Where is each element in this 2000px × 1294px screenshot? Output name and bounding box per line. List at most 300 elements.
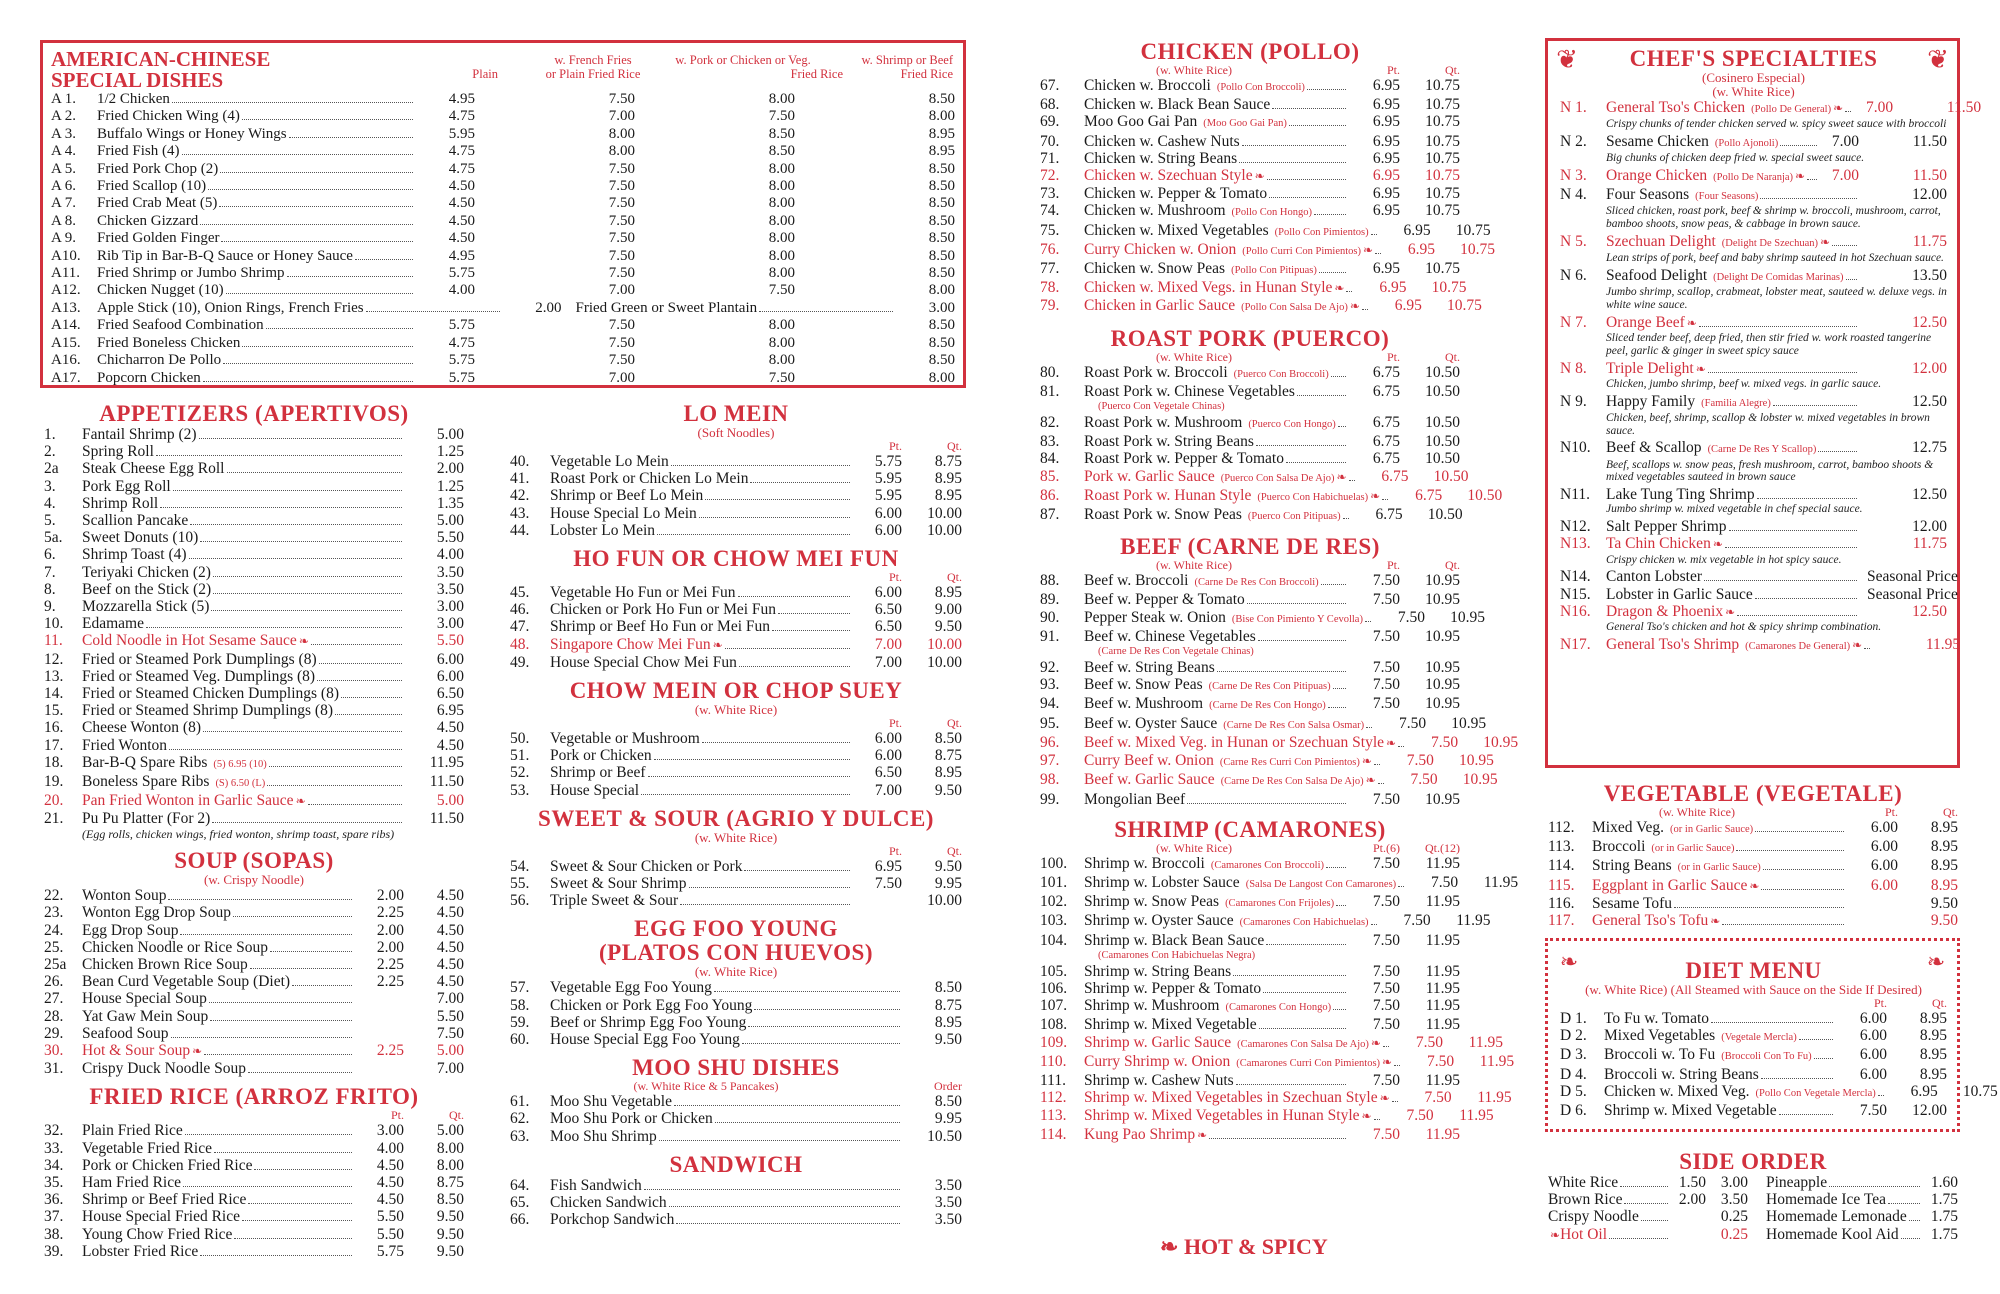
menu-item: [44, 1174, 464, 1191]
menu-item: [51, 178, 955, 195]
item-price-pt: 7.50: [1399, 714, 1427, 732]
item-name: Bar-B-Q Spare Ribs: [82, 753, 208, 771]
item-number: 77.: [1040, 260, 1060, 278]
item-name: Mixed Veg.: [1592, 819, 1665, 836]
leader-dots: [1846, 279, 1857, 280]
item-number: A 9.: [51, 230, 77, 247]
item-number: 47.: [510, 618, 530, 636]
item-number: A 6.: [51, 178, 77, 195]
side-price: 1.75: [1930, 1208, 1958, 1226]
item-number: 14.: [44, 685, 64, 703]
item-price-plain: 4.75: [448, 334, 475, 351]
menu-item: [1040, 1126, 1460, 1144]
item-price-qt: 10.75: [1425, 113, 1460, 131]
item-name: Wonton Egg Drop Soup: [82, 904, 232, 922]
item-price-price: 3.50: [934, 1176, 962, 1194]
item-number: A10.: [51, 247, 81, 264]
item-name: Chicken or Pork Ho Fun or Mei Fun: [550, 601, 777, 619]
chili-pepper-icon: ❧: [1349, 299, 1360, 314]
hofun-column-header: [510, 571, 962, 584]
item-note: (Pollo Con Hongo): [1231, 207, 1313, 219]
leader-dots: [254, 1169, 352, 1170]
item-number: 83.: [1040, 433, 1060, 451]
menu-item: [44, 529, 464, 546]
item-price-price: 8.75: [934, 996, 962, 1014]
item-price-price: 4.50: [436, 719, 464, 737]
american-title-1: AMERICAN-CHINESE: [51, 47, 271, 71]
side-item-name: Hot Oil: [1560, 1225, 1607, 1243]
item-number: 74.: [1040, 202, 1060, 220]
item-price-price: 5.50: [436, 632, 464, 650]
item-price-qt: 8.75: [934, 453, 962, 470]
item-price-qt: 10.75: [1425, 149, 1460, 167]
item-price-pt: 6.00: [874, 730, 902, 748]
item-note: (Carne De Res Y Scallop): [1707, 444, 1817, 456]
item-price-pork: 8.00: [768, 334, 795, 351]
item-price-fries: 7.50: [608, 265, 635, 282]
item-name: Curry Chicken w. Onion: [1084, 240, 1237, 258]
item-number: 42.: [510, 487, 530, 505]
friedrice-column-header: [44, 1109, 464, 1122]
item-number: 25.: [44, 938, 64, 956]
menu-item: [1560, 360, 1947, 378]
hot-spicy-legend: [1160, 1234, 1328, 1260]
item-name: Moo Goo Gai Pan: [1084, 113, 1198, 131]
leader-dots: [248, 1072, 352, 1073]
item-number: 11.: [44, 632, 63, 650]
leader-dots: [292, 985, 352, 986]
item-name: Singapore Chow Mei Fun: [550, 635, 711, 653]
leader-dots: [671, 465, 850, 466]
menu-item: [510, 522, 962, 539]
item-name: Chicken w. Cashew Nuts: [1084, 132, 1240, 150]
leader-dots: [1814, 1058, 1833, 1059]
leader-dots: [1321, 584, 1346, 585]
leader-dots: [173, 490, 402, 491]
leader-dots: [1394, 1065, 1400, 1066]
item-price-qt: 7.00: [436, 990, 464, 1008]
moo-shu-section: [510, 1056, 962, 1145]
menu-item: [51, 230, 955, 247]
menu-item: [1560, 518, 1947, 535]
item-price-pt: 6.95: [1372, 96, 1400, 114]
item-number: 21.: [44, 810, 64, 828]
item-number: 29.: [44, 1024, 64, 1042]
item-price-pt: 7.50: [1372, 931, 1400, 949]
item-price-fries: 7.00: [608, 282, 635, 299]
item-price-pt: 6.00: [1859, 1065, 1887, 1083]
item-price-qt: 11.95: [1425, 1071, 1460, 1089]
item-name: Spring Roll: [82, 443, 154, 461]
item-number: 52.: [510, 764, 530, 782]
item-number: 7.: [44, 563, 56, 581]
ornament-icon: ❧: [1559, 949, 1579, 974]
menu-item: [44, 792, 464, 810]
lomein-qt-header: Qt.: [947, 439, 962, 453]
item-number: 100.: [1040, 854, 1068, 872]
col-shrimp-h1: w. Shrimp or Beef: [861, 53, 953, 67]
leader-dots: [1845, 111, 1851, 112]
item-name: Roast Pork w. Chinese Vegetables: [1084, 382, 1295, 400]
leader-dots: [702, 742, 850, 743]
side-price-2: 0.25: [1720, 1225, 1748, 1243]
item-price-price: 10.50: [927, 1127, 962, 1145]
item-number: 105.: [1040, 962, 1068, 980]
leader-dots: [1236, 1084, 1346, 1085]
item-price-fries: 8.00: [608, 143, 635, 160]
menu-item: [1040, 486, 1503, 506]
item-price-2: 12.75: [1912, 439, 1947, 457]
egg-foo-young-title-2: (PLATOS CON HUEVOS): [599, 940, 873, 966]
item-price-qt: 11.95: [1459, 1107, 1494, 1125]
item-price-2: 12.50: [1912, 313, 1947, 331]
chili-pepper-icon: ❧: [1382, 1054, 1393, 1069]
menu-item: [44, 1025, 464, 1042]
item-note: (Camarones Con Hongo): [1225, 1002, 1332, 1014]
item-price-pt: 7.50: [1406, 752, 1434, 770]
item-name: Fried Scallop (10): [97, 178, 207, 195]
item-number: 111.: [1040, 1071, 1066, 1089]
item-description: Sliced tender beef, deep fried, then stir fried w. work roasted tangerine peel, garlic & ginger in sweet spicy sauce: [1606, 332, 1932, 357]
leader-dots: [1624, 1203, 1668, 1204]
item-name: Pu Pu Platter (For 2): [82, 810, 211, 828]
menu-item: [44, 615, 464, 632]
sweetsour-qt-header: Qt.: [947, 843, 962, 858]
item-price-pt: 6.75: [1381, 467, 1409, 485]
leader-dots: [213, 593, 402, 594]
leader-dots: [1704, 580, 1857, 581]
leader-dots: [725, 648, 850, 649]
menu-item: [1040, 383, 1460, 400]
item-price-price: 3.50: [436, 580, 464, 598]
item-number: 72.: [1040, 167, 1060, 185]
item-description: Sliced chicken, roast pork, beef & shrimp w. broccoli, mushroom, carrot, bamboo shoots, snow peas, & cabbage in brown sauce.: [1606, 205, 1941, 231]
item-price-price: 2.00: [436, 460, 464, 478]
item-name: Lobster Fried Rice: [82, 1242, 199, 1260]
leader-dots: [199, 438, 402, 439]
menu-item: [1560, 314, 1947, 332]
chow-mein-title: CHOW MEIN OR CHOP SUEY: [569, 678, 903, 704]
col-pork-h1: w. Pork or Chicken or Veg.: [675, 53, 811, 67]
shrimp-qt-header: Qt.(12): [1425, 840, 1460, 855]
menu-item: [1040, 752, 1494, 771]
item-name: Fish Sandwich: [550, 1176, 642, 1194]
item-price-qt: 10.75: [1962, 1082, 1998, 1100]
item-number: 5a.: [44, 529, 63, 547]
menu-item: [1040, 150, 1460, 167]
item-name: Pork w. Garlic Sauce: [1084, 467, 1215, 485]
item-price-qt: 4.50: [436, 938, 464, 956]
side-item: [1548, 1191, 1748, 1208]
chili-pepper-icon: ❧: [1379, 1091, 1390, 1106]
item-name: Moo Shu Shrimp: [550, 1127, 657, 1145]
lomein-column-header: [510, 440, 962, 453]
item-note: (Pollo Ajonoli): [1714, 138, 1779, 149]
item-name: Shrimp or Beef Fried Rice: [82, 1191, 247, 1209]
item-price-qt: 9.50: [934, 781, 962, 799]
item-name: Fried Wonton: [82, 736, 168, 754]
item-name: Lake Tung Ting Shrimp: [1606, 486, 1755, 504]
leader-dots: [1346, 291, 1352, 292]
item-price-pork: 8.50: [768, 125, 795, 142]
leader-dots: [689, 887, 851, 888]
menu-item: [1040, 873, 1519, 893]
ornament-icon: ❧: [1926, 949, 1946, 974]
chili-pepper-icon: ❧: [298, 634, 309, 649]
chicken-pt-header: Pt.: [1386, 63, 1400, 77]
item-price-pt: 7.50: [1431, 873, 1459, 891]
leader-dots: [180, 934, 352, 935]
item-number: 90.: [1040, 608, 1060, 626]
item-price-pt: 4.50: [376, 1191, 404, 1209]
item-name: String Beans: [1592, 857, 1672, 875]
item-price-pt: 7.50: [1372, 1071, 1400, 1089]
diet-qt-header: Qt.: [1932, 996, 1947, 1010]
item-price-qt: 11.95: [1425, 1125, 1460, 1143]
menu-item: [1548, 819, 1958, 838]
item-price-plain: 5.75: [448, 369, 475, 386]
leader-dots: [308, 804, 402, 805]
item-name: Shrimp w. Mixed Vegetable: [1084, 1016, 1257, 1034]
item-note: (Pollo Con Vegetale Mercla): [1755, 1087, 1876, 1099]
chili-pepper-icon: ❧: [1197, 1127, 1208, 1142]
menu-item: [510, 1211, 962, 1228]
item-note: (Puerco Con Hongo): [1248, 419, 1336, 431]
item-price-qt: 10.95: [1425, 790, 1460, 808]
chow-mein-section: [510, 679, 962, 799]
item-price-qt: 10.75: [1425, 167, 1460, 185]
item-number: 30.: [44, 1042, 64, 1059]
item-number: 13.: [44, 667, 64, 685]
chowmein-qt-header: Qt.: [947, 716, 962, 731]
item-price-price: 6.00: [436, 650, 464, 668]
diet-title: DIET MENU: [1685, 958, 1822, 983]
item-number: 20.: [44, 792, 64, 810]
item-name: General Tso's Tofu: [1592, 912, 1709, 930]
item-price-pt: 5.50: [376, 1225, 404, 1243]
leader-dots: [185, 1134, 352, 1135]
item-price-shrimp: 8.50: [928, 230, 955, 247]
item-number: 56.: [510, 892, 530, 910]
item-note: (Camarones Con Broccoli): [1210, 859, 1324, 871]
menu-item: [510, 747, 962, 764]
item-subline: (Puerco Con Vegetale Chinas): [1098, 401, 1225, 413]
menu-item: [510, 654, 962, 671]
item-price-pt: 6.00: [1870, 838, 1898, 856]
item-price-pt: 6.95: [1372, 77, 1400, 94]
leader-dots: [748, 1026, 900, 1027]
menu-item: [44, 598, 464, 615]
menu-item: [510, 1128, 962, 1145]
item-price-pt: 5.95: [874, 487, 902, 505]
menu-item: [44, 737, 464, 754]
item-number: 106.: [1040, 979, 1068, 997]
menu-item: [51, 335, 955, 352]
leader-dots: [715, 1122, 900, 1123]
item-note: (Carne De Res Con Hongo): [1209, 700, 1326, 712]
fried-rice-section: [44, 1085, 464, 1260]
menu-item: [1040, 695, 1460, 714]
ornament-icon: ❦: [1927, 45, 1949, 74]
item-subline: (Carne De Res Con Vegetale Chinas): [1098, 646, 1254, 658]
item-price-pt: 6.00: [1859, 1010, 1887, 1027]
menu-item: [1548, 895, 1958, 912]
shrimp-section: [1040, 816, 1519, 1144]
leader-dots: [1699, 326, 1857, 327]
menu-item: [1040, 414, 1460, 433]
item-number: N 9.: [1560, 392, 1587, 410]
menu-item: [510, 782, 962, 799]
sweet-sour-section: [510, 807, 962, 910]
item-name: Bean Curd Vegetable Soup (Diet): [82, 973, 291, 991]
item-price-1: 7.00: [1866, 99, 1894, 116]
item-price-pork: 7.50: [768, 282, 795, 299]
item-number: 101.: [1040, 873, 1068, 891]
item-price-qt: 9.50: [934, 857, 962, 875]
item-number: 66.: [510, 1211, 530, 1229]
item-name: Fried Shrimp or Jumbo Shrimp: [97, 265, 285, 282]
item-number: 84.: [1040, 450, 1060, 468]
item-name: Chicken in Garlic Sauce: [1084, 297, 1236, 315]
item-number: 62.: [510, 1110, 530, 1128]
item-price-plain: 4.75: [448, 143, 475, 160]
sweet-sour-sub: (w. White Rice): [694, 829, 778, 845]
menu-item: [44, 1191, 464, 1208]
item-number: 99.: [1040, 790, 1060, 808]
item-note: (Carne Res Curri Con Pimientos): [1219, 757, 1360, 769]
item-price-qt: 5.50: [436, 1007, 464, 1025]
item-number: 60.: [510, 1031, 530, 1049]
item-number: 79.: [1040, 297, 1060, 315]
item-price-price: 6.95: [436, 702, 464, 720]
item-name: Fried Golden Finger: [97, 230, 220, 247]
item-number: 25a: [44, 955, 67, 973]
leader-dots: [1779, 1114, 1833, 1115]
menu-item: [1040, 628, 1460, 645]
item-price-qt: 9.50: [934, 618, 962, 636]
item-price-pork: 8.50: [768, 143, 795, 160]
leader-dots: [1375, 253, 1381, 254]
item-price-qt: 10.75: [1425, 260, 1460, 278]
item-price-qt: 10.50: [1425, 433, 1460, 451]
item-price-pt: 7.50: [1859, 1102, 1887, 1120]
chili-pepper-icon: ❧: [1370, 1035, 1381, 1050]
leader-dots: [1755, 831, 1844, 832]
item-note: (Carne De Res Con Salsa Osmar): [1223, 719, 1365, 731]
menu-item: [1040, 659, 1460, 676]
item-number: 95.: [1040, 714, 1060, 732]
vegetable-pt-header: Pt.: [1884, 805, 1898, 819]
item-name: Vegetable or Mushroom: [550, 730, 700, 748]
chef-sub-2: (w. White Rice): [1712, 84, 1795, 99]
item-number: 1.: [44, 426, 56, 443]
item-name: Chicken w. Mixed Vegetables: [1084, 221, 1269, 239]
item-name: Chicken Noodle or Rice Soup: [82, 938, 268, 956]
menu-item: [1040, 202, 1460, 221]
item-price-shrimp: 8.50: [928, 160, 955, 177]
menu-item: [51, 143, 955, 160]
item-price-qt: 8.95: [1930, 876, 1958, 894]
menu-item: [44, 887, 464, 904]
chicken-qt-header: Qt.: [1445, 63, 1460, 77]
item-name: Shrimp w. Mixed Vegetables in Szechuan Style: [1084, 1089, 1378, 1107]
item-price-pork: 8.00: [768, 91, 795, 107]
leader-dots: [1799, 1039, 1833, 1040]
item-price-2: Seasonal Price: [1867, 568, 1958, 586]
leader-dots: [189, 558, 402, 559]
item-price-pt: 4.50: [376, 1156, 404, 1174]
leader-dots: [242, 346, 413, 347]
item-price-qt: 11.95: [1425, 1016, 1460, 1034]
item-description: Jumbo shrimp, scallop, crabmeat, lobster meat, sauteed w. deluxe vegs. in white wine sauce.: [1606, 286, 1947, 311]
item-name: Steak Cheese Egg Roll: [82, 460, 225, 478]
item-price-shrimp: 8.50: [928, 317, 955, 334]
item-price-qt: 10.75: [1460, 240, 1496, 258]
menu-item: [1560, 233, 1947, 252]
item-price-pt: 7.50: [1424, 1089, 1452, 1107]
item-description: Lean strips of pork, beef and baby shrimp sauteed in hot Szechuan sauce.: [1606, 252, 1944, 265]
item-price-qt: 11.95: [1425, 979, 1460, 997]
menu-item: [1040, 1033, 1503, 1053]
leader-dots: [1888, 1203, 1920, 1204]
item-name: House Special Chow Mei Fun: [550, 653, 737, 671]
item-price-pt: 7.50: [1430, 733, 1459, 751]
item-number: 81.: [1040, 382, 1060, 400]
col-pork-h2: Fried Rice: [790, 67, 843, 81]
item-price-qt: 8.95: [1919, 1065, 1947, 1083]
menu-item: [510, 505, 962, 522]
item-price-fries: 7.50: [608, 247, 635, 264]
item-note: (Pollo De General): [1751, 104, 1832, 115]
leader-dots: [270, 951, 352, 952]
item-price-pt: 2.00: [376, 938, 404, 956]
item-description: Chicken, jumbo shrimp, beef w. mixed vegs. in garlic sauce.: [1606, 377, 1882, 390]
item-price-pt: 5.75: [376, 1242, 404, 1260]
item-name: Vegetable Ho Fun or Mei Fun: [550, 584, 736, 602]
menu-item: [1040, 963, 1460, 980]
side-item-name: Homemade Ice Tea: [1766, 1191, 1886, 1209]
item-price-shrimp: 8.00: [928, 282, 955, 299]
item-name: Shrimp Toast (4): [82, 546, 187, 564]
item-name: Beef or Shrimp Egg Foo Young: [550, 1013, 747, 1031]
item-number: A17.: [51, 369, 81, 386]
item-price-qt: 4.50: [436, 921, 464, 939]
side-left-list: [1548, 1174, 1748, 1244]
item-price-price: 4.00: [436, 546, 464, 564]
item-note: (Pollo Con Pimientos): [1274, 226, 1369, 238]
menu-item: [51, 126, 955, 143]
item-price-pt: 6.00: [874, 521, 902, 539]
item-number: 32.: [44, 1122, 64, 1140]
item-number: A 5.: [51, 160, 77, 177]
item-price-qt: 10.75: [1447, 297, 1482, 315]
item-price-qt: 9.50: [436, 1242, 464, 1260]
item-number: 88.: [1040, 572, 1060, 590]
leader-dots: [213, 576, 402, 577]
item-price-pork: 8.00: [768, 352, 795, 369]
menu-item: [1040, 77, 1460, 96]
item-name: Shrimp w. Black Bean Sauce: [1084, 931, 1265, 949]
menu-item: [44, 651, 464, 668]
item-number: 17.: [44, 736, 64, 754]
item-price-pork: 8.00: [768, 265, 795, 282]
chili-pepper-icon: ❧: [1852, 637, 1863, 652]
item-note: (Bise Con Pimiento Y Cevolla): [1231, 613, 1363, 625]
leader-dots: [699, 517, 850, 518]
leader-dots: [1269, 197, 1346, 198]
menu-item: [1560, 99, 1982, 118]
item-name: Chicken w. Black Bean Sauce: [1084, 96, 1271, 114]
